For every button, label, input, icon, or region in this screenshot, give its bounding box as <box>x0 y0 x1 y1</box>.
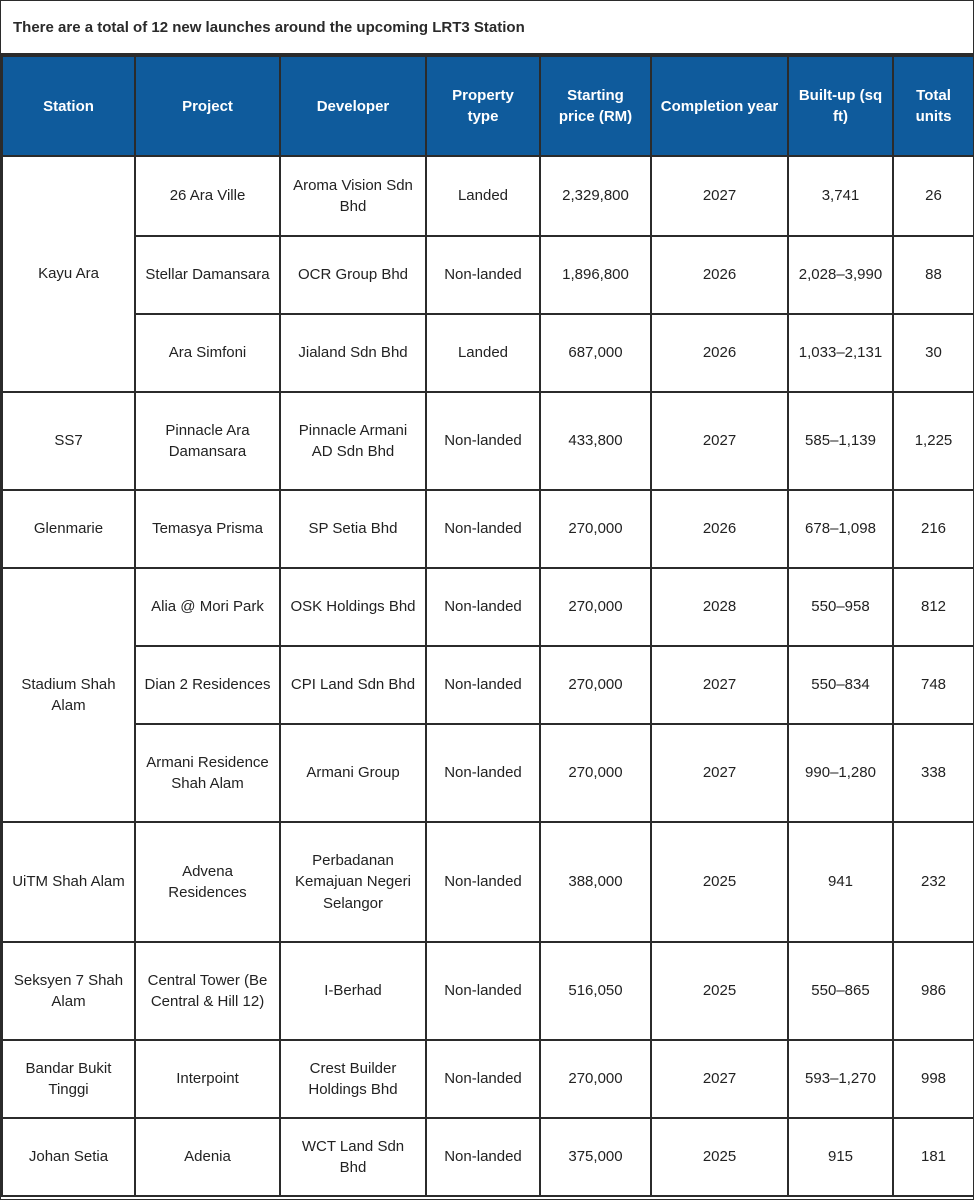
starting-price-cell: 516,050 <box>540 942 651 1040</box>
built-up-cell: 550–834 <box>788 646 893 724</box>
project-cell: Adenia <box>135 1118 280 1196</box>
station-cell: UiTM Shah Alam <box>2 822 135 942</box>
station-cell: Johan Setia <box>2 1118 135 1196</box>
station-cell: Bandar Bukit Tinggi <box>2 1040 135 1118</box>
header-starting-price: Starting price (RM) <box>540 56 651 156</box>
station-cell: Seksyen 7 Shah Alam <box>2 942 135 1040</box>
property-type-cell: Non-landed <box>426 236 540 314</box>
property-type-cell: Non-landed <box>426 490 540 568</box>
header-project: Project <box>135 56 280 156</box>
total-units-cell: 812 <box>893 568 974 646</box>
starting-price-cell: 270,000 <box>540 1040 651 1118</box>
starting-price-cell: 433,800 <box>540 392 651 490</box>
project-cell: Advena Residences <box>135 822 280 942</box>
completion-year-cell: 2027 <box>651 392 788 490</box>
project-cell: Central Tower (Be Central & Hill 12) <box>135 942 280 1040</box>
total-units-cell: 181 <box>893 1118 974 1196</box>
table-row <box>2 156 974 236</box>
project-cell: 26 Ara Ville <box>135 156 280 236</box>
starting-price-cell: 687,000 <box>540 314 651 392</box>
developer-cell: Jialand Sdn Bhd <box>280 314 426 392</box>
total-units-cell: 88 <box>893 236 974 314</box>
table-row <box>2 568 974 646</box>
table-row <box>2 314 974 392</box>
table-row <box>2 1118 974 1196</box>
table-body <box>2 156 974 1196</box>
property-type-cell: Non-landed <box>426 1040 540 1118</box>
built-up-cell: 1,033–2,131 <box>788 314 893 392</box>
project-cell: Pinnacle Ara Damansara <box>135 392 280 490</box>
header-total-units: Total units <box>893 56 974 156</box>
developer-cell: Perbadanan Kemajuan Negeri Selangor <box>280 822 426 942</box>
project-cell: Ara Simfoni <box>135 314 280 392</box>
property-type-cell: Landed <box>426 156 540 236</box>
total-units-cell: 1,225 <box>893 392 974 490</box>
built-up-cell: 915 <box>788 1118 893 1196</box>
completion-year-cell: 2025 <box>651 1118 788 1196</box>
launches-table <box>1 55 974 1197</box>
total-units-cell: 216 <box>893 490 974 568</box>
property-type-cell: Non-landed <box>426 942 540 1040</box>
starting-price-cell: 2,329,800 <box>540 156 651 236</box>
table-row <box>2 942 974 1040</box>
station-cell: Glenmarie <box>2 490 135 568</box>
built-up-cell: 941 <box>788 822 893 942</box>
project-cell: Temasya Prisma <box>135 490 280 568</box>
table-title: There are a total of 12 new launches around the upcoming LRT3 Station <box>13 18 525 36</box>
total-units-cell: 998 <box>893 1040 974 1118</box>
total-units-cell: 26 <box>893 156 974 236</box>
developer-cell: Crest Builder Holdings Bhd <box>280 1040 426 1118</box>
project-cell: Alia @ Mori Park <box>135 568 280 646</box>
header-completion-year: Completion year <box>651 56 788 156</box>
developer-cell: I-Berhad <box>280 942 426 1040</box>
starting-price-cell: 270,000 <box>540 490 651 568</box>
property-type-cell: Non-landed <box>426 568 540 646</box>
table-row <box>2 236 974 314</box>
table-row <box>2 822 974 942</box>
property-type-cell: Non-landed <box>426 724 540 822</box>
completion-year-cell: 2027 <box>651 1040 788 1118</box>
completion-year-cell: 2027 <box>651 724 788 822</box>
project-cell: Stellar Damansara <box>135 236 280 314</box>
total-units-cell: 338 <box>893 724 974 822</box>
starting-price-cell: 375,000 <box>540 1118 651 1196</box>
starting-price-cell: 388,000 <box>540 822 651 942</box>
property-type-cell: Non-landed <box>426 392 540 490</box>
property-type-cell: Landed <box>426 314 540 392</box>
developer-cell: SP Setia Bhd <box>280 490 426 568</box>
built-up-cell: 593–1,270 <box>788 1040 893 1118</box>
built-up-cell: 550–865 <box>788 942 893 1040</box>
completion-year-cell: 2025 <box>651 942 788 1040</box>
developer-cell: Armani Group <box>280 724 426 822</box>
property-type-cell: Non-landed <box>426 646 540 724</box>
developer-cell: WCT Land Sdn Bhd <box>280 1118 426 1196</box>
built-up-cell: 2,028–3,990 <box>788 236 893 314</box>
property-type-cell: Non-landed <box>426 1118 540 1196</box>
starting-price-cell: 270,000 <box>540 568 651 646</box>
built-up-cell: 585–1,139 <box>788 392 893 490</box>
completion-year-cell: 2027 <box>651 156 788 236</box>
completion-year-cell: 2027 <box>651 646 788 724</box>
header-row <box>2 56 974 156</box>
developer-cell: OSK Holdings Bhd <box>280 568 426 646</box>
station-cell: SS7 <box>2 392 135 490</box>
starting-price-cell: 270,000 <box>540 646 651 724</box>
project-cell: Interpoint <box>135 1040 280 1118</box>
completion-year-cell: 2026 <box>651 490 788 568</box>
total-units-cell: 30 <box>893 314 974 392</box>
built-up-cell: 678–1,098 <box>788 490 893 568</box>
starting-price-cell: 270,000 <box>540 724 651 822</box>
station-cell: Stadium Shah Alam <box>2 568 135 822</box>
total-units-cell: 748 <box>893 646 974 724</box>
header-property-type: Property type <box>426 56 540 156</box>
total-units-cell: 986 <box>893 942 974 1040</box>
table-row <box>2 646 974 724</box>
station-cell: Kayu Ara <box>2 156 135 392</box>
table-row <box>2 724 974 822</box>
built-up-cell: 3,741 <box>788 156 893 236</box>
developer-cell: Pinnacle Armani AD Sdn Bhd <box>280 392 426 490</box>
completion-year-cell: 2026 <box>651 314 788 392</box>
table-title-bar <box>1 1 973 55</box>
developer-cell: Aroma Vision Sdn Bhd <box>280 156 426 236</box>
table-row <box>2 490 974 568</box>
table-row <box>2 392 974 490</box>
completion-year-cell: 2026 <box>651 236 788 314</box>
completion-year-cell: 2028 <box>651 568 788 646</box>
project-cell: Dian 2 Residences <box>135 646 280 724</box>
built-up-cell: 990–1,280 <box>788 724 893 822</box>
developer-cell: OCR Group Bhd <box>280 236 426 314</box>
property-type-cell: Non-landed <box>426 822 540 942</box>
completion-year-cell: 2025 <box>651 822 788 942</box>
header-developer: Developer <box>280 56 426 156</box>
project-cell: Armani Residence Shah Alam <box>135 724 280 822</box>
header-station: Station <box>2 56 135 156</box>
starting-price-cell: 1,896,800 <box>540 236 651 314</box>
table-row <box>2 1040 974 1118</box>
header-built-up: Built-up (sq ft) <box>788 56 893 156</box>
developer-cell: CPI Land Sdn Bhd <box>280 646 426 724</box>
total-units-cell: 232 <box>893 822 974 942</box>
built-up-cell: 550–958 <box>788 568 893 646</box>
